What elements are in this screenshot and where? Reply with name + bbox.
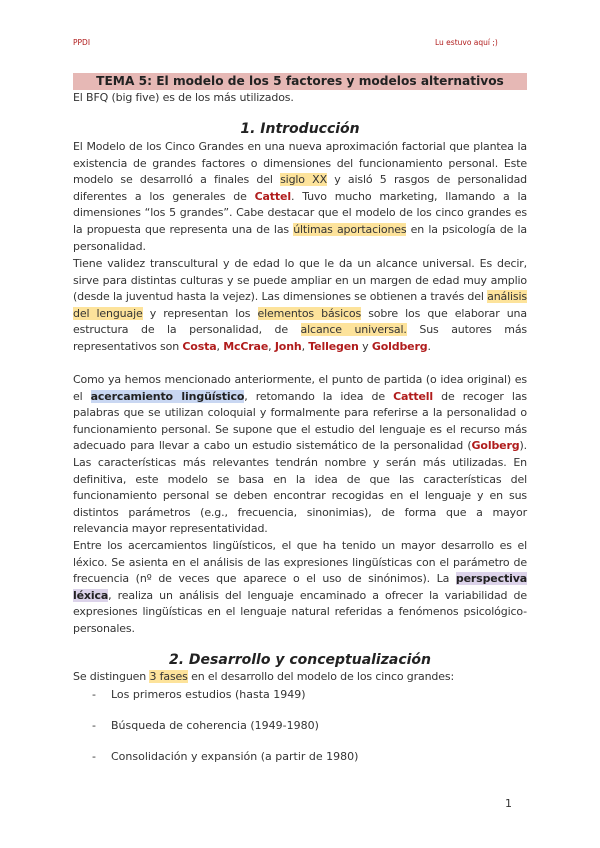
list-item [92, 688, 306, 701]
highlighted-text: perspectiva léxica [73, 572, 527, 602]
text-run: y aisló 5 rasgos de personalidad diferentes a los generales de [73, 173, 527, 203]
highlighted-text: 3 fases [149, 670, 188, 683]
text-run: Sus autores más representativos son [73, 323, 527, 353]
text-run: sobre los que elaborar una estructura de la personalidad, de [73, 306, 527, 337]
text-run: ). Las características más relevantes tendrán nombre y serán más utilizadas. En definitiva, este modelo se basa en la idea de que las características del funcionamiento personal se deben encontrar recogidas en el lenguaje y en sus distintos parámetros (e.g., frecuencia, sinonimias), de forma que a mayor relevancia mayor representatividad. [73, 439, 527, 536]
section-heading-1: 1. Introducción [240, 121, 360, 137]
header-right: Lu estuvo aquí ;) [435, 38, 498, 47]
list-item-text: Búsqueda de coherencia (1949-1980) [111, 719, 319, 732]
text-run: , [216, 339, 224, 353]
text-run: y representan los [142, 306, 258, 320]
section2-intro [73, 669, 527, 686]
page-number: 1 [505, 797, 512, 810]
list-item [92, 719, 319, 732]
text-run: . Tuvo mucho marketing, llamando a la dimensiones “los 5 grandes”. Cabe destacar que el modelo de los cinco grandes es la propuesta que representa una de las [73, 189, 528, 236]
highlighted-text: alcance universal. [300, 323, 407, 337]
intro-text: El BFQ (big five) es de los más utilizados. [73, 91, 294, 104]
paragraph [73, 256, 527, 356]
author-name: Tellegen [308, 339, 359, 353]
text-run: Entre los acercamientos lingüísticos, el que ha tenido un mayor desarrollo es el léxico. Se asienta en el análisis de las expresiones lingüísticas con el parámetro de frecuencia (nº de veces que aparece o el uso de sinónimos). La [73, 539, 527, 586]
text-run: , [301, 339, 309, 353]
author-name: Cattell [393, 389, 434, 403]
paragraph [73, 372, 527, 538]
author-name: Golberg [471, 439, 520, 453]
text-run: en el desarrollo del modelo de los cinco grandes: [187, 670, 454, 683]
author-name: McCrae [223, 339, 269, 353]
highlighted-text: últimas aportaciones [293, 222, 407, 236]
author-name: Costa [182, 339, 217, 353]
text-run: de recoger las palabras que se utilizan coloquial y formalmente para referirse a la personalidad o funcionamiento personal. Se supone que el estudio del lenguaje es el recurso más adecuado para llevar a cabo un estudio sistemático de la personalidad ( [73, 389, 528, 453]
author-name: Cattel [254, 189, 291, 203]
highlighted-text: acercamiento lingüístico [90, 389, 245, 403]
header-left: PPDI [73, 38, 91, 47]
paragraph [73, 139, 527, 255]
list-item-text: Consolidación y expansión (a partir de 1980) [111, 750, 359, 763]
text-run: Tiene validez transcultural y de edad lo que le da un alcance universal. Es decir, sirve para distintas culturas y se puede ampliar en un margen de edad muy amplio (desde la juventud hasta la vejez). Las dimensiones se obtienen a través del [73, 257, 527, 304]
text-run: Se distinguen [73, 670, 150, 683]
list-item [92, 750, 358, 763]
text-run: , [268, 339, 275, 353]
text-run: El Modelo de los Cinco Grandes en una nueva aproximación factorial que plantea la existencia de grandes factores o dimensiones del funcionamiento personal. Este modelo se desarrolló a finales del [73, 140, 527, 187]
text-run: . [427, 339, 431, 353]
text-run: , realiza un análisis del lenguaje encaminado a ofrecer la variabilidad de expresiones lingüísticas en el lenguaje natural referidas a fenómenos psicológico-personales. [73, 588, 527, 635]
text-run: y [358, 339, 372, 353]
author-name: Goldberg [371, 339, 428, 353]
document-title: TEMA 5: El modelo de los 5 factores y modelos alternativos [73, 73, 527, 90]
section-heading-2: 2. Desarrollo y conceptualización [168, 652, 432, 668]
highlighted-text: siglo XX [280, 173, 327, 187]
paragraph [73, 538, 527, 638]
list-bullet: - [92, 750, 96, 763]
text-run: , retomando la idea de [244, 389, 394, 403]
highlighted-text: elementos básicos [257, 306, 362, 320]
list-bullet: - [92, 719, 96, 732]
text-run: Como ya hemos mencionado anteriormente, el punto de partida (o idea original) es el [73, 373, 527, 403]
highlighted-text: análisis del lenguaje [73, 290, 527, 320]
text-run: en la psicología de la personalidad. [73, 222, 527, 253]
list-bullet: - [92, 688, 96, 701]
list-item-text: Los primeros estudios (hasta 1949) [111, 688, 306, 701]
author-name: Jonh [274, 339, 302, 353]
